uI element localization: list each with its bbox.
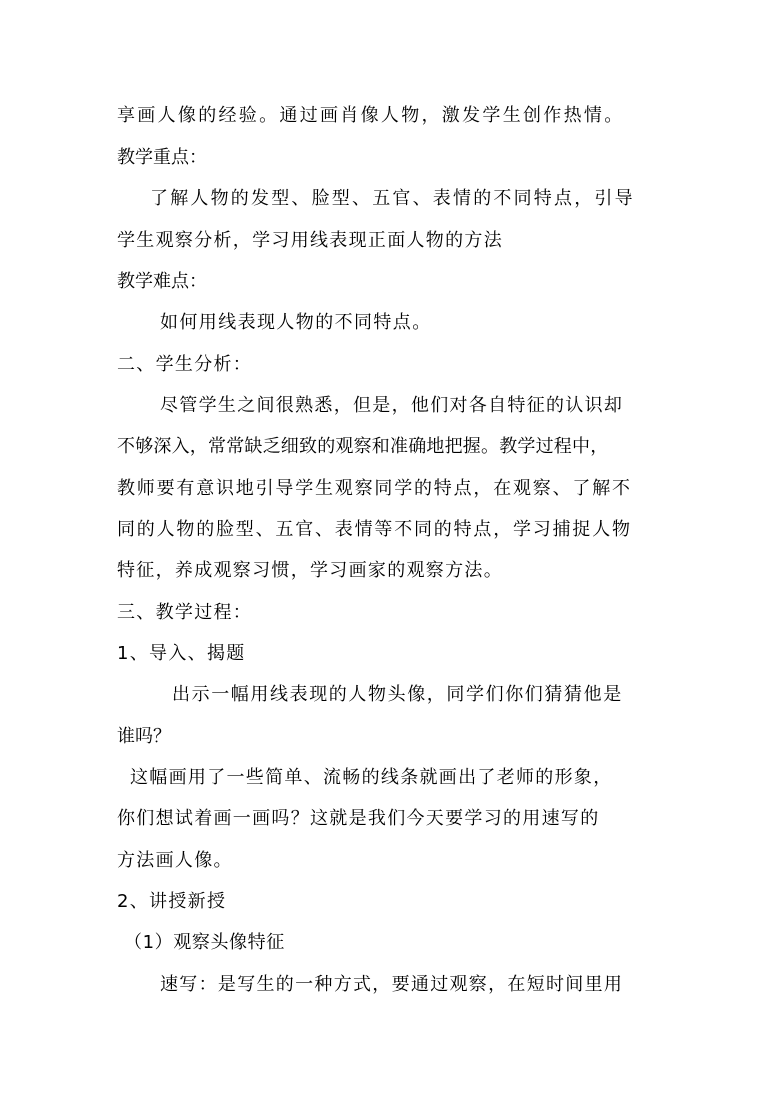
- paragraph-line: 尽管学生之间很熟悉，但是，他们对各自特征的认识却: [160, 395, 624, 416]
- section-heading: 教学难点：: [117, 271, 207, 292]
- paragraph-line: 特征，养成观察习惯，学习画家的观察方法。: [117, 560, 503, 581]
- paragraph-line: 学生观察分析，学习用线表现正面人物的方法: [117, 230, 503, 251]
- paragraph-line: 这幅画用了一些简单、流畅的线条就画出了老师的形象，: [130, 767, 613, 788]
- paragraph-line: 速写：是写生的一种方式，要通过观察，在短时间里用: [160, 974, 624, 995]
- subsection-heading: 1、导入、揭题: [117, 643, 246, 664]
- paragraph-line: 谁吗？: [117, 726, 171, 747]
- section-heading: 三、教学过程：: [117, 602, 253, 623]
- paragraph-line: 教师要有意识地引导学生观察同学的特点，在观察、了解不: [117, 478, 632, 499]
- paragraph-line: 同的人物的脸型、五官、表情等不同的特点，学习捕捉人物: [117, 519, 632, 540]
- paragraph-line: 不够深入，常常缺乏细致的观察和准确地把握。教学过程中，: [117, 436, 609, 457]
- paragraph-line: 出示一幅用线表现的人物头像，同学们你们猜猜他是: [172, 684, 623, 705]
- subsection-heading: 2、讲授新授: [117, 891, 227, 912]
- paragraph-line: 如何用线表现人物的不同特点。: [160, 312, 432, 333]
- paragraph-line: 你们想试着画一画吗？这就是我们今天要学习的用速写的: [117, 808, 600, 829]
- subsection-heading: （1）观察头像特征: [124, 932, 285, 953]
- paragraph-line: 方法画人像。: [117, 850, 233, 871]
- section-heading: 教学重点：: [117, 147, 207, 168]
- section-heading: 二、学生分析：: [117, 354, 253, 375]
- paragraph-line: 了解人物的发型、脸型、五官、表情的不同特点，引导: [150, 188, 635, 209]
- paragraph-line: 享画人像的经验。通过画肖像人物，激发学生创作热情。: [117, 105, 625, 126]
